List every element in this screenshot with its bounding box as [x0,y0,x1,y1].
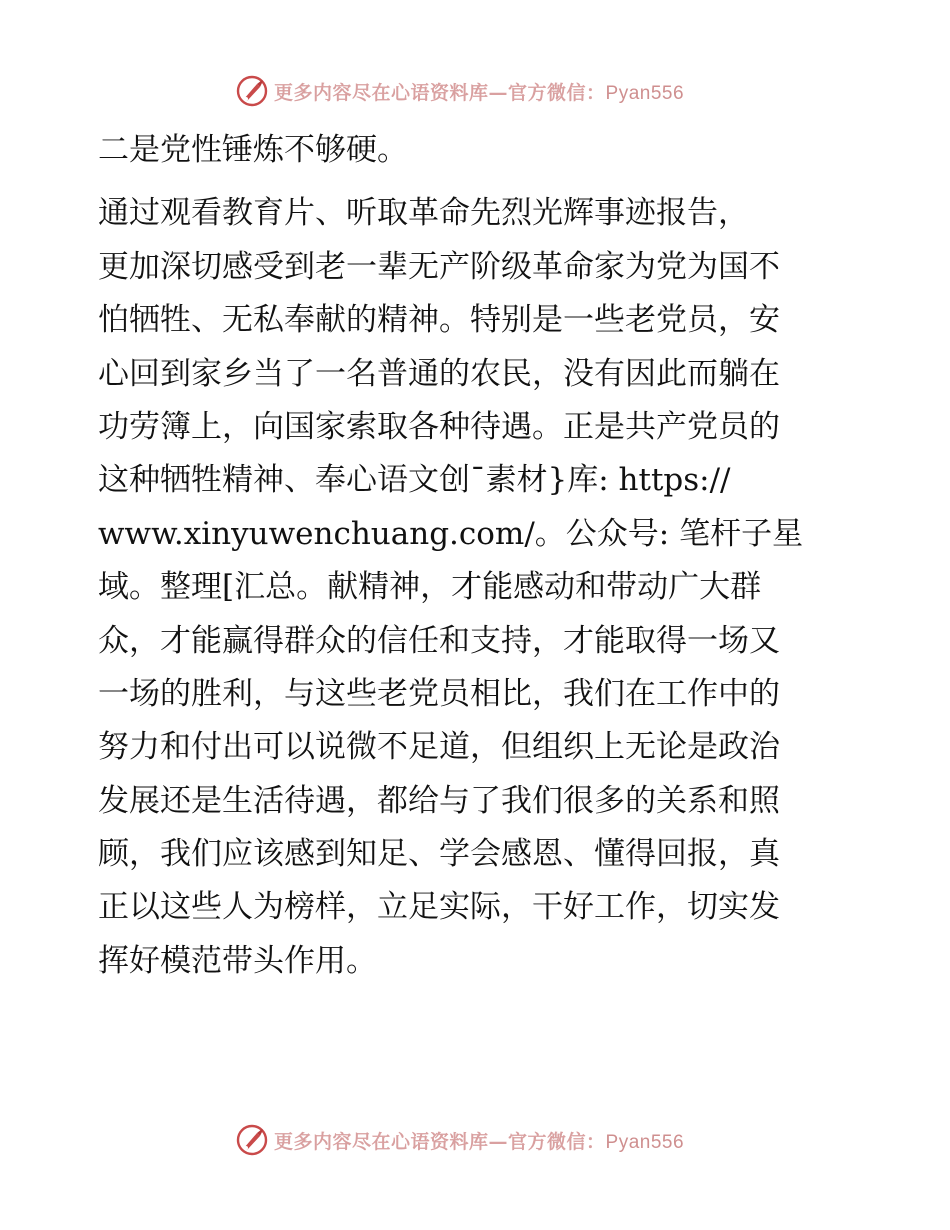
text-line: 努力和付出可以说微不足道，但组织上无论是政治 [98,729,780,766]
quill-pen-logo-icon [236,1124,268,1156]
text-line: 挥好模范带头作用。 [98,942,377,979]
text-line: 众，才能赢得群众的信任和支持，才能取得一场又 [98,622,780,659]
footer-banner [236,1123,684,1157]
paragraph-1 [98,124,858,177]
text-line: 顾，我们应该感到知足、学会感恩、懂得回报，真 [98,836,780,873]
text-line: 心回到家乡当了一名普通的农民，没有因此而躺在 [98,355,780,392]
text-line: 正以这些人为榜样，立足实际，干好工作，切实发 [98,889,780,926]
text-line: 更加深切感受到老一辈无产阶级革命家为党为国不 [98,248,780,285]
paragraph-2 [98,187,858,988]
text-line: 二是党性锤炼不够硬。 [98,132,408,168]
text-line: 域。整理[汇总。献精神，才能感动和带动广大群 [98,569,762,606]
header-banner-text: 更多内容尽在心语资料库—官方微信：Pyan556 [274,81,685,104]
text-line: www.xinyuwenchuang.com/。公众号: 笔杆子星 [98,515,804,552]
text-line: 这种牺牲精神、奉心语文创¯素材}库: https:// [98,462,731,499]
header-banner [236,74,684,108]
quill-pen-logo-icon [236,75,268,107]
text-line: 怕牺牲、无私奉献的精神。特别是一些老党员，安 [98,302,780,339]
text-line: 通过观看教育片、听取革命先烈光辉事迹报告， [98,195,749,232]
text-line: 发展还是生活待遇，都给与了我们很多的关系和照 [98,782,780,819]
document-body [98,124,858,988]
text-line: 功劳簿上，向国家索取各种待遇。正是共产党员的 [98,408,780,445]
footer-banner-text: 更多内容尽在心语资料库—官方微信：Pyan556 [274,1130,685,1153]
text-line: 一场的胜利，与这些老党员相比，我们在工作中的 [98,675,780,712]
